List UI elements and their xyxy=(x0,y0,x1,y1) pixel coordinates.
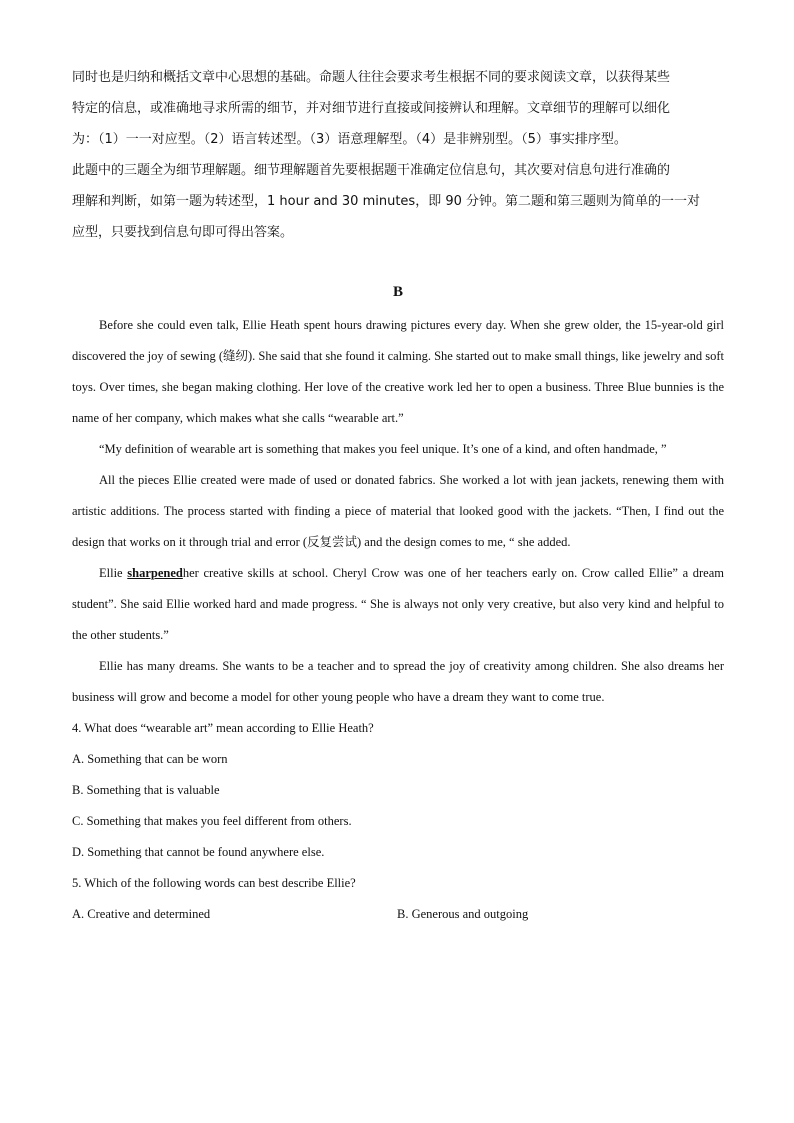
document-page xyxy=(72,62,724,930)
question-5-options-row xyxy=(72,899,724,930)
section-heading: B xyxy=(392,284,403,300)
question-4-option-b: B. Something that is valuable xyxy=(72,783,220,797)
question-4-stem: 4. What does “wearable art” mean according to Ellie Heath? xyxy=(72,721,374,735)
analysis-line-1: 同时也是归纳和概括文章中心思想的基础。命题人往往会要求考生根据不同的要求阅读文章，以获得某些 xyxy=(72,70,671,85)
question-4-option-c: C. Something that makes you feel different from others. xyxy=(72,814,352,828)
question-5-option-a: A. Creative and determined xyxy=(72,907,211,921)
passage-paragraph-2: “My definition of wearable art is something that makes you feel unique. It’s one of a kind, and often handmade, ” xyxy=(99,442,667,456)
question-5 xyxy=(72,868,724,930)
passage-paragraph-5: Ellie has many dreams. She wants to be a teacher and to spread the joy of creativity among children. She also dreams her business will grow and become a model for other young people who have a dream they want to come true. xyxy=(72,659,724,704)
question-4-option-d: D. Something that cannot be found anywhere else. xyxy=(72,845,325,859)
paragraph-4-rest: her creative skills at school. Cheryl Crow was one of her teachers early on. Crow called Ellie” a dream student”. She said Ellie worked hard and made progress. “ She is always not only very creative, but also very kind and helpful to the other students.” xyxy=(72,566,724,642)
passage xyxy=(72,310,724,713)
passage-paragraph-3: All the pieces Ellie created were made of used or donated fabrics. She worked a lot with jean jackets, renewing them with artistic additions. The process started with finding a piece of material that looked good with the jackets. “Then, I find out the design that works on it through trial and error (反复尝试) and the design comes to me, “ she added. xyxy=(72,473,724,549)
keyword-sharpened: sharpened xyxy=(127,566,183,580)
analysis-block xyxy=(72,62,724,248)
analysis-line-4: 此题中的三题全为细节理解题。细节理解题首先要根据题干准确定位信息句，其次要对信息句进行准确的 xyxy=(72,163,671,178)
passage-paragraph-1: Before she could even talk, Ellie Heath spent hours drawing pictures every day. When she grew older, the 15-year-old girl discovered the joy of sewing (缝纫). She said that she found it calming. She started out to make small things, like jewelry and soft toys. Over times, she began making clothing. Her love of the creative work led her to open a business. Three Blue bunnies is the name of her company, which makes what she calls “wearable art.” xyxy=(72,318,724,425)
analysis-line-6: 应型，只要找到信息句即可得出答案。 xyxy=(72,225,294,240)
passage-paragraph-4 xyxy=(72,558,724,651)
analysis-line-3: 为：（1）一一对应型。（2）语言转述型。（3）语意理解型。（4）是非辨别型。（5）事实排序型。 xyxy=(72,132,627,147)
question-5-option-b: B. Generous and outgoing xyxy=(397,907,529,921)
analysis-line-2: 特定的信息，或准确地寻求所需的细节，并对细节进行直接或间接辨认和理解。文章细节的理解可以细化 xyxy=(72,101,671,116)
question-4 xyxy=(72,713,724,868)
question-5-stem: 5. Which of the following words can best describe Ellie? xyxy=(72,876,356,890)
question-4-option-a: A. Something that can be worn xyxy=(72,752,228,766)
analysis-line-5: 理解和判断，如第一题为转述型，1 hour and 30 minutes，即 90 分钟。第二题和第三题则为简单的一一对 xyxy=(72,194,701,209)
paragraph-4-start: Ellie xyxy=(99,566,128,580)
